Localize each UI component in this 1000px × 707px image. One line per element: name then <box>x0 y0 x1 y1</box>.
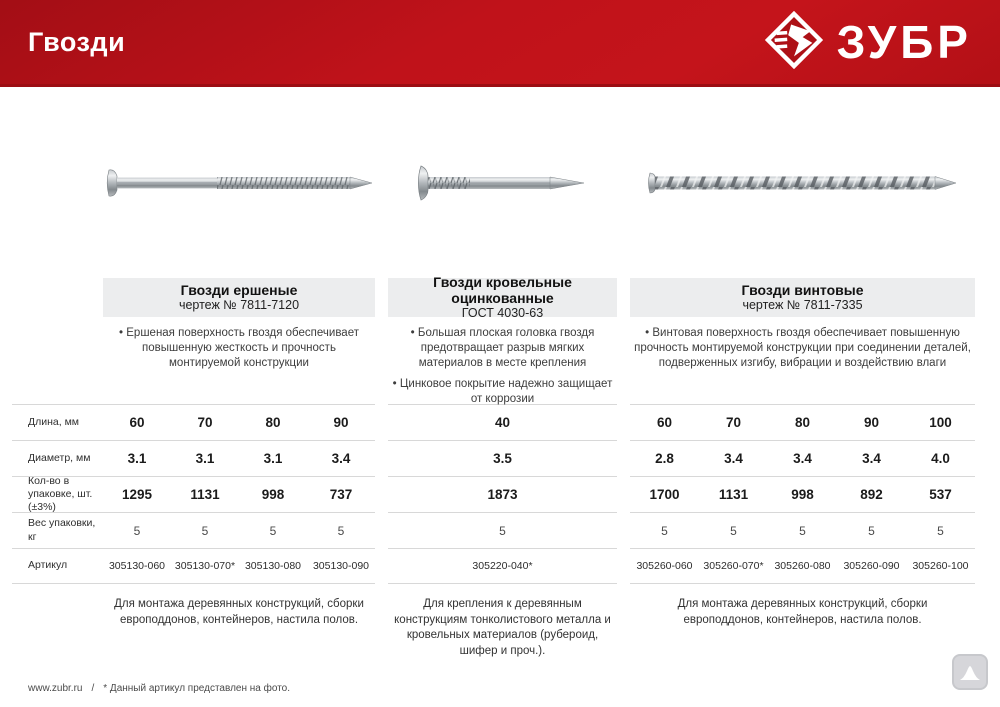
feature-item: • Большая плоская головка гвоздя предотвращает разрыв мягких материалов в месте крепления <box>389 326 617 372</box>
diameter-value: 3.4 <box>724 451 743 466</box>
article-value: 305130-070* <box>174 560 236 572</box>
application-text: Для монтажа деревянных конструкций, сборки европоддонов, контейнеров, настила полов. <box>677 598 928 626</box>
quantity-row <box>630 476 975 512</box>
article-row <box>103 548 375 584</box>
quantity-value: 537 <box>929 487 952 502</box>
quantity-value: 892 <box>860 487 883 502</box>
row-label-length: Длина, мм <box>28 415 80 428</box>
quantity-value: 998 <box>261 487 285 502</box>
product-title: Гвозди винтовые <box>741 282 864 299</box>
quantity-value: 1131 <box>718 487 749 502</box>
diameter-value: 3.4 <box>331 451 351 466</box>
brand-name: ЗУБР <box>836 16 972 68</box>
product-features <box>103 317 375 404</box>
product-column-vintovye <box>630 87 975 659</box>
weight-value: 5 <box>730 523 737 538</box>
diameter-row <box>388 440 617 476</box>
diameter-value: 3.4 <box>862 451 881 466</box>
product-title-bar <box>388 274 617 321</box>
product-subtitle: чертеж № 7811-7120 <box>178 298 300 313</box>
quantity-value: 737 <box>329 487 353 502</box>
footer-website-link[interactable]: www.zubr.ru <box>28 683 83 694</box>
application-text: Для монтажа деревянных конструкций, сборки европоддонов, контейнеров, настила полов. <box>114 598 364 626</box>
application-text: Для крепления к деревянным конструкциям тонколистового металла и кровельных материалов (рубероид, шифер и проч.). <box>394 598 611 657</box>
row-label-article: Артикул <box>28 559 68 572</box>
weight-row <box>103 512 375 548</box>
product-column-ershenye <box>103 87 375 659</box>
product-title-bar <box>103 278 375 317</box>
diameter-value: 3.1 <box>127 451 147 466</box>
table-labels-column <box>12 87 103 659</box>
diameter-value: 4.0 <box>931 451 950 466</box>
screw-nail-image <box>630 87 975 278</box>
article-value: 305130-080 <box>244 560 302 572</box>
weight-value: 5 <box>799 523 806 538</box>
weight-value: 5 <box>937 523 944 538</box>
quantity-row <box>388 476 617 512</box>
article-value: 305260-070* <box>703 560 764 572</box>
diameter-row <box>103 440 375 476</box>
length-row <box>103 404 375 440</box>
weight-value: 5 <box>269 523 277 538</box>
length-value: 70 <box>725 415 742 430</box>
diameter-value: 3.5 <box>493 451 512 466</box>
content-columns <box>0 87 1000 659</box>
diameter-value: 2.8 <box>655 451 674 466</box>
article-row <box>388 548 617 584</box>
feature-item: • Винтовая поверхность гвоздя обеспечивает повышенную прочность монтируемой конструкции при соединении деталей, подверженных изгибу, вибрации и воздействию влаги <box>630 326 975 372</box>
weight-value: 5 <box>133 523 141 538</box>
weight-value: 5 <box>201 523 209 538</box>
diameter-value: 3.1 <box>263 451 283 466</box>
footer-note: * Данный артикул представлен на фото. <box>103 683 291 694</box>
quantity-row <box>103 476 375 512</box>
row-label-weight: Вес упаковки, кг <box>28 517 96 543</box>
length-value: 80 <box>794 415 811 430</box>
weight-value: 5 <box>868 523 875 538</box>
article-value: 305220-040* <box>472 560 533 572</box>
quantity-value: 1700 <box>649 487 680 502</box>
product-subtitle: чертеж № 7811-7335 <box>742 298 863 313</box>
row-label-diameter: Диаметр, мм <box>28 451 91 464</box>
row-label-quantity: Кол-во в упаковке, шт. (±3%) <box>28 474 93 514</box>
length-row <box>630 404 975 440</box>
length-row <box>388 404 617 440</box>
length-value: 90 <box>863 415 880 430</box>
product-features <box>630 317 975 404</box>
footer-divider: / <box>91 683 95 694</box>
article-value: 305130-060 <box>108 560 166 572</box>
weight-value: 5 <box>499 523 506 538</box>
length-value: 60 <box>129 415 145 430</box>
weight-row <box>630 512 975 548</box>
page-title: Гвозди <box>28 26 126 57</box>
weight-value: 5 <box>661 523 668 538</box>
diameter-value: 3.4 <box>793 451 812 466</box>
length-value: 70 <box>197 415 213 430</box>
feature-item: • Ершеная поверхность гвоздя обеспечивает повышенную жесткость и прочность монтируемой конструкции <box>114 326 364 372</box>
feature-item: • Цинковое покрытие надежно защищает от коррозии <box>389 377 617 407</box>
length-value: 90 <box>333 415 349 430</box>
photo-watermark-icon <box>950 652 990 697</box>
weight-value: 5 <box>337 523 345 538</box>
product-subtitle: ГОСТ 4030-63 <box>461 306 544 321</box>
product-title: Гвозди ершеные <box>180 282 298 299</box>
brand-logo <box>765 11 972 74</box>
zubr-diamond-icon <box>765 11 823 74</box>
article-value: 305260-100 <box>912 560 969 572</box>
product-column-krovelnye <box>388 87 617 659</box>
header-bar <box>0 0 1000 87</box>
length-value: 60 <box>656 415 673 430</box>
diameter-row <box>630 440 975 476</box>
article-row <box>630 548 975 584</box>
diameter-value: 3.1 <box>195 451 215 466</box>
article-value: 305260-060 <box>636 560 693 572</box>
article-value: 305130-090 <box>312 560 370 572</box>
product-features <box>388 317 617 404</box>
quantity-value: 1131 <box>190 487 220 502</box>
roofing-nail-image <box>388 87 617 278</box>
length-value: 80 <box>265 415 281 430</box>
quantity-value: 998 <box>791 487 814 502</box>
length-value: 100 <box>929 415 952 430</box>
article-value: 305260-090 <box>843 560 900 572</box>
ring-shank-nail-image <box>103 87 375 278</box>
product-title: Гвозди кровельные оцинкованные <box>433 274 572 307</box>
length-value: 40 <box>494 415 511 430</box>
quantity-value: 1873 <box>487 487 518 502</box>
product-title-bar <box>630 278 975 317</box>
quantity-value: 1295 <box>121 487 153 502</box>
weight-row <box>388 512 617 548</box>
footer <box>28 683 290 694</box>
article-value: 305260-080 <box>774 560 831 572</box>
